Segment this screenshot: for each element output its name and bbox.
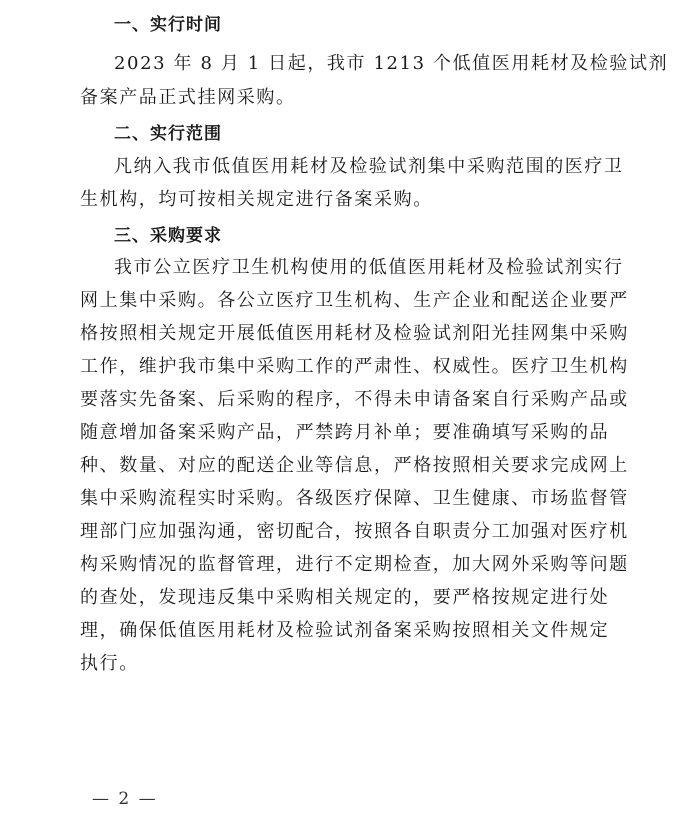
paragraph-line: 凡纳入我市低值医用耗材及检验试剂集中采购范围的医疗卫 [114, 156, 624, 177]
paragraph-line: 工作，维护我市集中采购工作的严肃性、权威性。医疗卫生机构 [80, 356, 629, 377]
page-number: — 2 — [92, 789, 158, 809]
section-heading-1: 一、实行时间 [114, 15, 222, 35]
paragraph-line: 理，确保低值医用耗材及检验试剂备案采购按照相关文件规定 [80, 620, 610, 641]
paragraph-line: 构采购情况的监督管理，进行不定期检查，加大网外采购等问题 [80, 554, 629, 575]
paragraph-line: 集中采购流程实时采购。各级医疗保障、卫生健康、市场监督管 [80, 488, 629, 509]
paragraph-line: 生机构，均可按相关规定进行备案采购。 [80, 189, 433, 210]
paragraph-line: 格按照相关规定开展低值医用耗材及检验试剂阳光挂网集中采购 [80, 323, 629, 344]
paragraph-line: 的查处，发现违反集中采购相关规定的，要严格按规定进行处 [80, 587, 610, 608]
paragraph-line: 执行。 [80, 653, 139, 674]
paragraph-line: 网上集中采购。各公立医疗卫生机构、生产企业和配送企业要严 [80, 290, 629, 311]
paragraph-line: 要落实先备案、后采购的程序，不得未申请备案自行采购产品或 [80, 389, 629, 410]
paragraph-line: 我市公立医疗卫生机构使用的低值医用耗材及检验试剂实行 [114, 257, 624, 278]
paragraph-line: 2023 年 8 月 1 日起，我市 1213 个低值医用耗材及检验试剂 [114, 53, 669, 74]
paragraph-line: 随意增加备案采购产品，严禁跨月补单；要准确填写采购的品 [80, 422, 610, 443]
section-heading-2: 二、实行范围 [114, 124, 222, 144]
paragraph-line: 备案产品正式挂网采购。 [80, 87, 296, 108]
section-heading-3: 三、采购要求 [114, 226, 222, 246]
paragraph-line: 理部门应加强沟通，密切配合，按照各自职责分工加强对医疗机 [80, 521, 629, 542]
paragraph-line: 种、数量、对应的配送企业等信息，严格按照相关要求完成网上 [80, 455, 629, 476]
